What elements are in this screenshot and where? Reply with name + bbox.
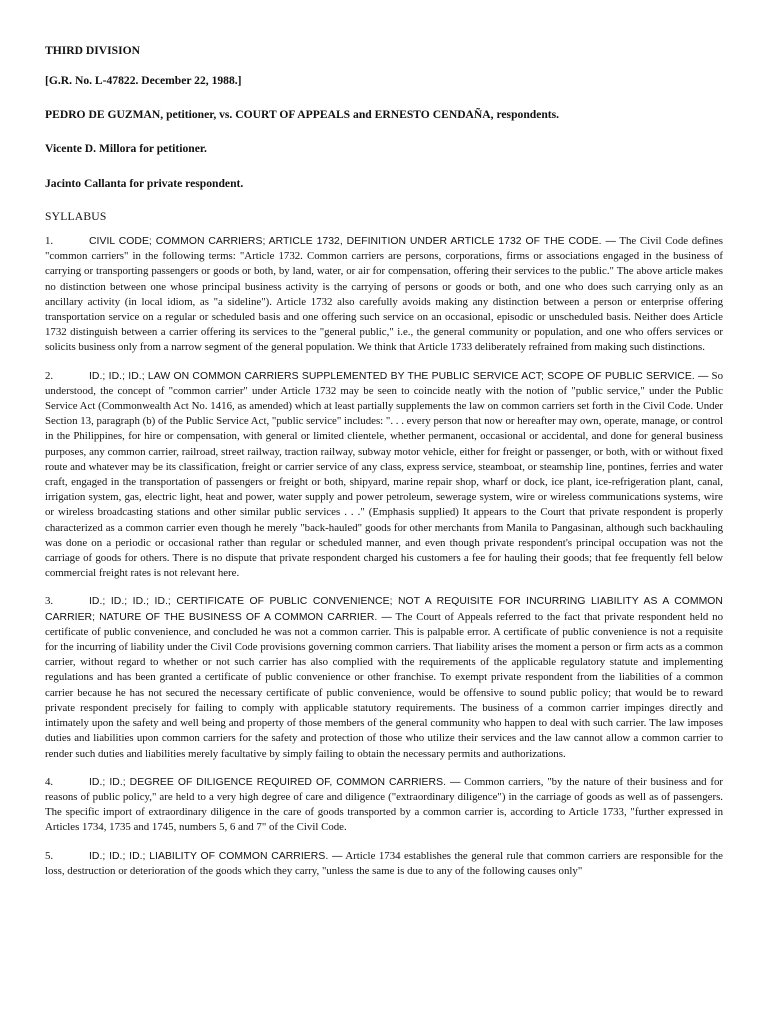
paragraph-body: The Civil Code defines "common carriers" in the following terms: "Article 1732. Common carriers are persons, corporations, firms or associations engaged in the business of carrying or transporting passengers or goods or both, by land, water, or air for compensation, offering their services to the public." The above article makes no distinction between one whose principal business activity is the carrying of persons or goods or both, and one who does such carrying only as an ancillary activity (in local idiom, as "a sideline"). Article 1732 also carefully avoids making any distinction between a person or enterprise offering transportation service on a regular or scheduled basis and one offering such service on an occasional, episodic or unscheduled basis. Neither does Article 1732 distinguish between a carrier offering its services to the "general public," i.e., the general community or population, and one who offers services or solicits business only from a narrow segment of the general population. We think that Article 1733 deliberately refrained from making such distinctions. [45, 235, 724, 354]
paragraph-number: 2. [45, 369, 54, 382]
case-number: [G.R. No. L-47822. December 22, 1988.] [45, 74, 242, 87]
syllabus-paragraph [45, 369, 723, 582]
paragraph-heading: CIVIL CODE; COMMON CARRIERS; ARTICLE 1732, DEFINITION UNDER ARTICLE 1732 OF THE CODE. — [89, 236, 616, 247]
paragraph-body: Article 1734 establishes the general rule that common carriers are responsible for the loss, destruction or deterioration of the goods which they carry, "unless the same is due to any of the following causes only" [45, 849, 723, 877]
paragraph-heading: ID.; ID.; DEGREE OF DILIGENCE REQUIRED OF, COMMON CARRIERS. — [89, 776, 461, 788]
syllabus-paragraph [45, 594, 723, 761]
paragraph-heading: ID.; ID.; ID.; ID.; CERTIFICATE OF PUBLIC CONVENIENCE; NOT A REQUISITE FOR INCURRING LIABILITY AS A COMMON CARRIER; NATURE OF THE BUSINESS OF A COMMON CARRIER. — [45, 596, 723, 623]
syllabus-title: SYLLABUS [45, 210, 107, 223]
paragraph-number: 3. [45, 595, 54, 608]
paragraph-heading: ID.; ID.; ID.; LAW ON COMMON CARRIERS SUPPLEMENTED BY THE PUBLIC SERVICE ACT; SCOPE OF PUBLIC SERVICE. — [89, 370, 709, 382]
paragraph-body: Common carriers, "by the nature of their business and for reasons of public policy," are held to a very high degree of care and diligence ("extraordinary diligence") in the carriage of goods as well as of passengers. The specific import of extraordinary diligence in the care of goods transported by a common carrier is, according to Article 1733, "further expressed in Articles 1734, 1735 and 1745, numbers 5, 6 and 7" of the Civil Code. [45, 775, 723, 834]
paragraph-heading: ID.; ID.; ID.; LIABILITY OF COMMON CARRIERS. — [89, 850, 343, 862]
syllabus-paragraph [45, 849, 723, 879]
case-parties: PEDRO DE GUZMAN, petitioner, vs. COURT OF APPEALS and ERNESTO CENDAÑA, respondents. [45, 108, 560, 121]
paragraph-body: The Court of Appeals referred to the fact that private respondent held no certificate of public convenience, and concluded he was not a common carrier. This is palpable error. A certificate of public convenience is not a requisite for the incurring of liability under the Civil Code provisions governing common carriers. That liability arises the moment a person or firm acts as a common carrier, without regard to whether or not such carrier has also complied with the requirements of the applicable regulatory statute and implementing regulations and has been granted a certificate of public convenience or other franchise. To exempt private respondent from the liabilities of a common carrier because he has not secured the necessary certificate of public convenience, would be offensive to sound public policy; that would be to reward private respondent precisely for failing to comply with applicable statutory requirements. The business of a common carrier impinges directly and intimately upon the safety and well being and property of those members of the general community who happen to deal with such carrier. The law imposes duties and liabilities upon common carriers for the safety and protection of those who utilize their services and the law cannot allow a common carrier to render such duties and liabilities merely facultative by simply failing to obtain the necessary permits and authorizations. [45, 610, 723, 760]
counsel-petitioner: Vicente D. Millora for petitioner. [45, 142, 207, 155]
syllabus-paragraph [45, 775, 723, 836]
paragraph-number: 4. [45, 775, 54, 788]
paragraph-number: 1. [45, 235, 54, 247]
paragraph-body: So understood, the concept of "common carrier" under Article 1732 may be seen to coincide neatly with the notion of "public service," under the Public Service Act (Commonwealth Act No. 1416, as amended) which at least partially supplements the law on common carriers set forth in the Civil Code. Under Section 13, paragraph (b) of the Public Service Act, "public service" includes: ". . . every person that now or hereafter may own, operate, manage, or control in the Philippines, for hire or compensation, with general or limited clientele, whether permanent, occasional or accidental, and done for general business purposes, any common carrier, railroad, street railway, traction railway, subway motor vehicle, either for freight or passenger, or both, with or without fixed route and whatever may be its classification, freight or carrier service of any class, express service, steamboat, or steamship line, pontines, ferries and water craft, engaged in the transportation of passengers or freight or both, shipyard, marine repair shop, wharf or dock, ice plant, ice-refrigeration plant, canal, irrigation system, gas, electric light, heat and power, water supply and power petroleum, sewerage system, wire or wireless communications systems, wire or wireless broadcasting stations and other similar public services . . ." (Emphasis supplied) It appears to the Court that private respondent is properly characterized as a common carrier even though he merely "back-hauled" goods for other merchants from Manila to Pangasinan, although such backhauling was done on a periodic or occasional rather than regular or scheduled manner, and even though private respondent's principal occupation was not the carriage of goods for others. There is no dispute that private respondent charged his customers a fee for hauling their goods; that fee frequently fell below commercial freight rates is not relevant here. [45, 369, 723, 580]
division-heading: THIRD DIVISION [45, 44, 141, 57]
paragraph-number: 5. [45, 849, 54, 862]
counsel-respondent: Jacinto Callanta for private respondent. [45, 177, 244, 190]
syllabus-paragraph [45, 234, 723, 356]
